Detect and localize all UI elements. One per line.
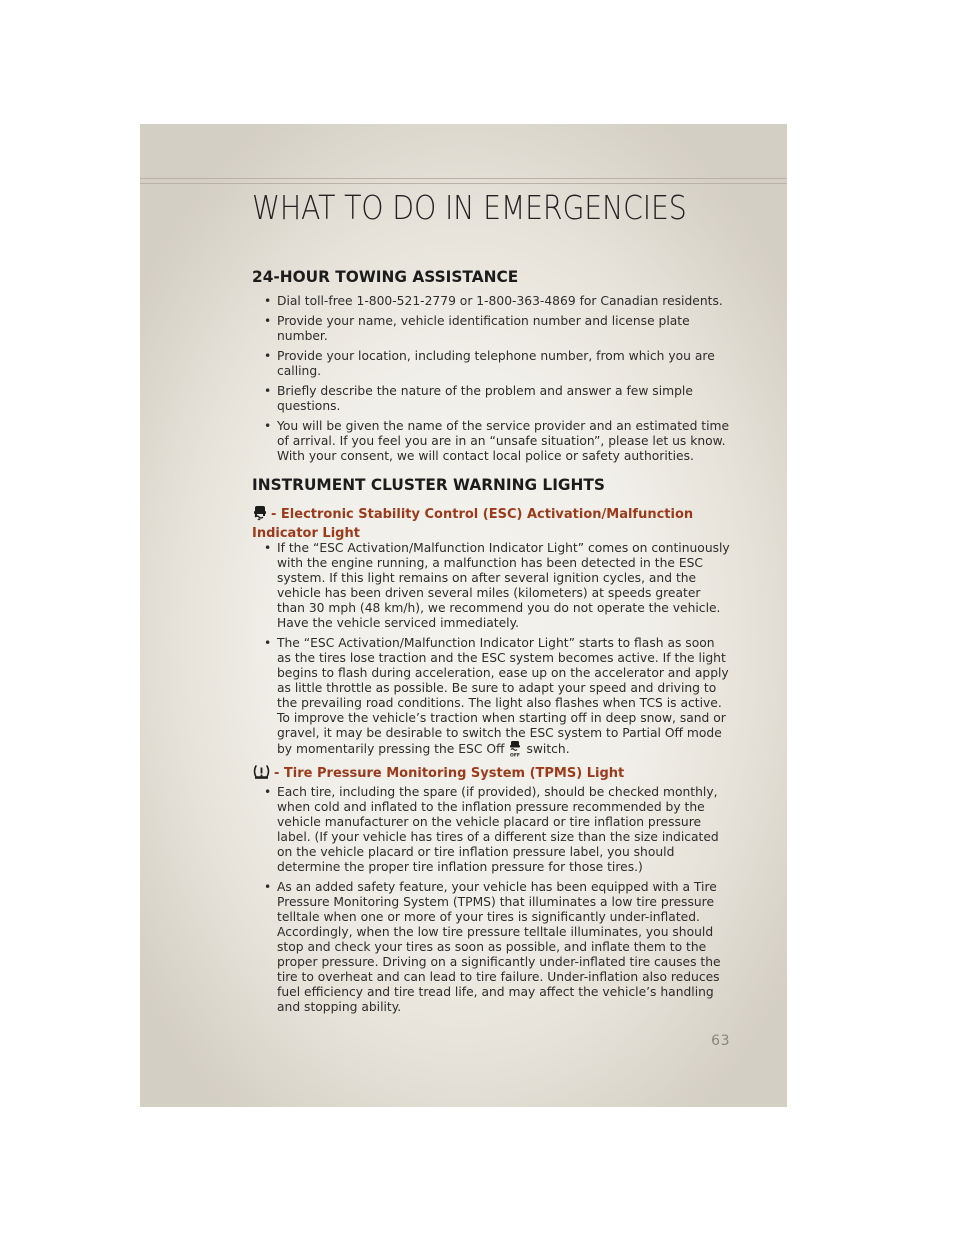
page-number: 63 <box>711 1033 730 1049</box>
list-item: • Provide your name, vehicle identification number and license plate number. <box>252 314 732 344</box>
esc-off-icon-label: OFF <box>510 753 521 757</box>
tpms-subheading-text: - Tire Pressure Monitoring System (TPMS) Light <box>274 766 625 781</box>
tpms-icon <box>252 764 271 785</box>
header-rule-bottom <box>140 183 787 184</box>
esc-bullet-text: The “ESC Activation/Malfunction Indicator Light” starts to flash as soon as the tires lose traction and the ESC system becomes active. If the light begins to flash during acceleration, ease up on the accelerator and apply as little throttle as possible. Be sure to adapt your speed and driving to the prevailing road conditions. The light also flashes when TCS is active. To improve the vehicle’s traction when starting off in deep snow, sand or gravel, it may be desirable to switch the ESC system to Partial Off mode by momentarily pressing the ESC Off <box>277 636 729 756</box>
tpms-list <box>252 785 732 1020</box>
esc-list <box>252 541 732 766</box>
manual-page <box>140 124 787 1107</box>
cluster-heading: INSTRUMENT CLUSTER WARNING LIGHTS <box>252 475 605 494</box>
tpms-subheading <box>252 764 712 785</box>
esc-skid-icon <box>252 505 268 526</box>
list-item: • Provide your location, including telephone number, from which you are calling. <box>252 349 732 379</box>
list-item <box>252 636 732 761</box>
list-item: • Briefly describe the nature of the problem and answer a few simple questions. <box>252 384 732 414</box>
page-title: WHAT TO DO IN EMERGENCIES <box>252 188 687 227</box>
list-item: • If the “ESC Activation/Malfunction Indicator Light” comes on continuously with the engine running, a malfunction has been detected in the ESC system. If this light remains on after several ignition cycles, and the vehicle has been driven several miles (kilometers) at speeds greater than 30 mph (48 km/h), we recommend you do not operate the vehicle. Have the vehicle serviced immediately. <box>252 541 732 631</box>
esc-bullet-text-end: switch. <box>526 742 570 756</box>
list-item: • Dial toll-free 1-800-521-2779 or 1-800-363-4869 for Canadian residents. <box>252 294 732 309</box>
header-rule-top <box>140 178 787 179</box>
esc-off-icon <box>508 741 522 761</box>
esc-subheading-text: - Electronic Stability Control (ESC) Activation/Malfunction Indicator Light <box>252 507 694 541</box>
list-item: • As an added safety feature, your vehicle has been equipped with a Tire Pressure Monitoring System (TPMS) that illuminates a low tire pressure telltale when one or more of your tires is significantly under-inflated. Accordingly, when the low tire pressure telltale illuminates, you should stop and check your tires as soon as possible, and inflate them to the proper pressure. Driving on a significantly under-inflated tire causes the tire to overheat and can lead to tire failure. Under-inflation also reduces fuel efficiency and tire tread life, and may affect the vehicle’s handling and stopping ability. <box>252 880 732 1015</box>
esc-subheading <box>252 505 712 542</box>
towing-heading: 24-HOUR TOWING ASSISTANCE <box>252 267 519 286</box>
list-item: • You will be given the name of the service provider and an estimated time of arrival. If you feel you are in an “unsafe situation”, please let us know. With your consent, we will contact local police or safety authorities. <box>252 419 732 464</box>
towing-list <box>252 294 732 469</box>
list-item: • Each tire, including the spare (if provided), should be checked monthly, when cold and inflated to the inflation pressure recommended by the vehicle manufacturer on the vehicle placard or tire inflation pressure label. (If your vehicle has tires of a different size than the size indicated on the vehicle placard or tire inflation pressure label, you should determine the proper tire inflation pressure for those tires.) <box>252 785 732 875</box>
